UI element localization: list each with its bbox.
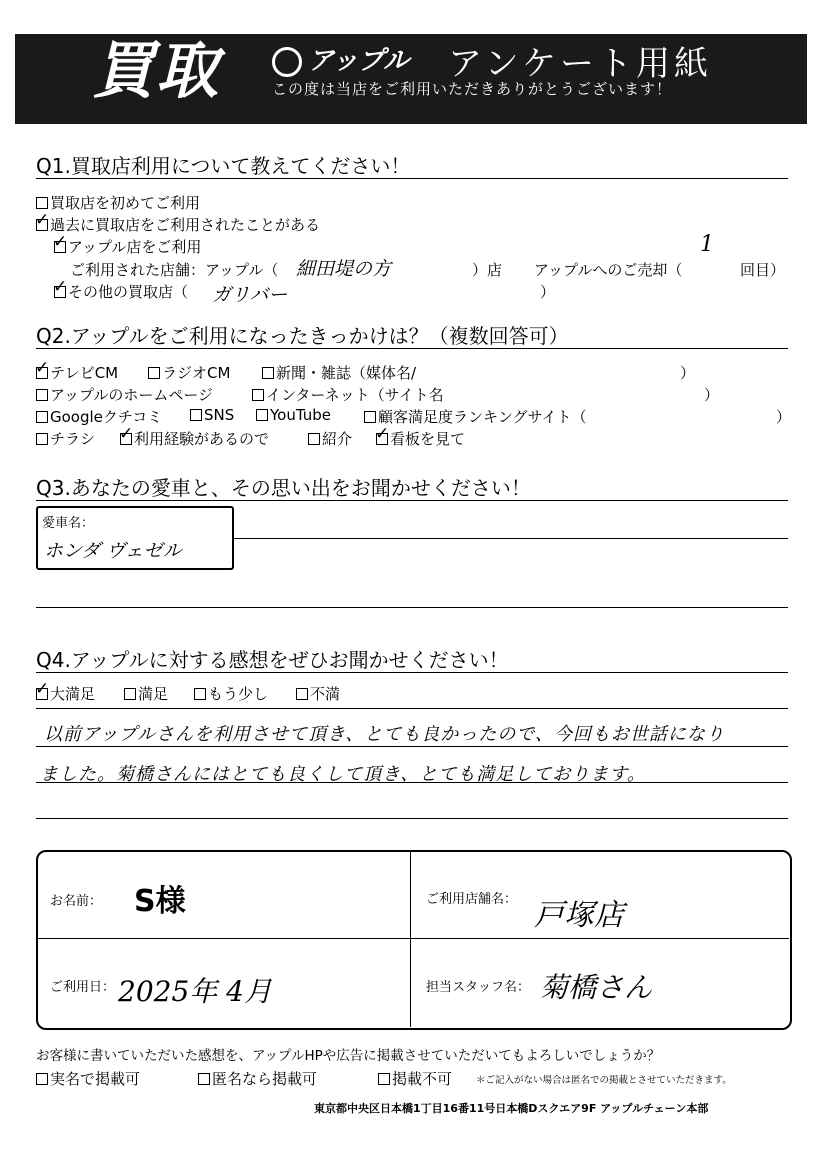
q1-other-suffix: ）	[540, 283, 556, 301]
q2-opt-experience[interactable]: ✓ 利用経験があるので	[120, 428, 269, 449]
q2-opt-youtube[interactable]: YouTube	[256, 406, 331, 424]
q3-rule	[36, 500, 788, 501]
date-label: ご利用日：	[50, 980, 116, 995]
q2-opt-flyer[interactable]: チラシ	[36, 428, 95, 449]
name-value[interactable]: S様	[134, 884, 186, 919]
q4-comment-line-1[interactable]: 以前アップルさんを利用させて頂き、とても良かったので、今回もお世話になり	[44, 724, 725, 745]
q3-heading: Q3.あなたの愛車と、その思い出をお聞かせください！	[36, 476, 531, 500]
staff-value[interactable]: 菊橋さん	[540, 971, 653, 1004]
q2-row3-close: ）	[776, 408, 792, 426]
q4-opt-very-satisfied[interactable]: ✓大満足	[36, 683, 95, 704]
staff-label: 担当スタッフ名：	[426, 980, 531, 995]
q4-heading: Q4.アップルに対する感想をぜひお聞かせください！	[36, 648, 509, 672]
q2-heading: Q2.アップルをご利用になったきっかけは？（複数回答可）	[36, 324, 569, 348]
header-title: アンケート用紙	[448, 44, 712, 84]
name-label: お名前：	[50, 894, 103, 909]
checkbox-icon[interactable]	[378, 1073, 390, 1085]
q1-option-apple[interactable]: ✓アップル店をご利用	[54, 236, 201, 257]
checkbox-checked-icon[interactable]	[120, 433, 132, 445]
q2-opt-ranking[interactable]: 顧客満足度ランキングサイト（	[364, 406, 587, 427]
checkbox-icon[interactable]	[256, 409, 268, 421]
checkbox-icon[interactable]	[36, 433, 48, 445]
q2-opt-internet[interactable]: インターネット（サイト名	[252, 384, 444, 405]
checkbox-icon[interactable]	[198, 1073, 210, 1085]
publish-opt-no[interactable]: 掲載不可	[378, 1068, 452, 1089]
q4-opt-satisfied[interactable]: 満足	[124, 683, 168, 704]
q4-write-line[interactable]	[36, 708, 788, 709]
car-name-value[interactable]: ホンダ ヴェゼル	[44, 540, 182, 562]
checkbox-icon[interactable]	[36, 389, 48, 401]
q1-heading: Q1.買取店利用について教えてください！	[36, 154, 411, 178]
checkbox-icon[interactable]	[148, 367, 160, 379]
checkbox-icon[interactable]	[262, 367, 274, 379]
checkbox-icon[interactable]	[36, 411, 48, 423]
brand-logo	[272, 40, 409, 77]
card-divider	[37, 938, 789, 939]
q1-store-row: ご利用された店舗：アップル（	[70, 261, 279, 279]
store-name-label: ご利用店舗名：	[426, 892, 518, 907]
q4-opt-somewhat[interactable]: もう少し	[194, 683, 268, 704]
checkbox-icon[interactable]	[296, 688, 308, 700]
q4-write-line[interactable]	[36, 818, 788, 819]
checkbox-checked-icon[interactable]	[36, 219, 48, 231]
q1-store-value[interactable]: 細田堤の方	[296, 258, 392, 280]
checkbox-checked-icon[interactable]	[376, 433, 388, 445]
q2-opt-newspaper[interactable]: 新聞・雑誌（媒体名/	[262, 362, 416, 383]
q1-rule	[36, 178, 788, 179]
q4-write-line[interactable]	[36, 746, 788, 747]
q4-comment-line-2[interactable]: ました。菊橋さんにはとても良くして頂き、とても満足しております。	[40, 764, 646, 785]
q4-write-line[interactable]	[36, 782, 788, 783]
checkbox-icon[interactable]	[190, 409, 202, 421]
q1-option-other[interactable]: ✓その他の買取店（	[54, 281, 188, 302]
q2-row1-close: ）	[680, 364, 696, 382]
car-name-label: 愛車名：	[42, 516, 95, 531]
date-value[interactable]: 2025年 4月	[118, 975, 272, 1008]
checkbox-icon[interactable]	[194, 688, 206, 700]
card-divider	[410, 851, 411, 1027]
q3-write-line[interactable]	[36, 607, 788, 608]
checkbox-icon[interactable]	[36, 197, 48, 209]
checkbox-checked-icon[interactable]	[36, 688, 48, 700]
q4-rule	[36, 672, 788, 673]
publish-note: ＊ご記入がない場合は匿名での掲載とさせていただきます。	[476, 1075, 732, 1086]
q4-opt-unsatisfied[interactable]: 不満	[296, 683, 340, 704]
q2-rule	[36, 348, 788, 349]
q2-opt-signboard[interactable]: ✓ 看板を見て	[376, 428, 465, 449]
publish-opt-anonymous[interactable]: 匿名なら掲載可	[198, 1068, 317, 1089]
publish-opt-realname[interactable]: 実名で掲載可	[36, 1068, 140, 1089]
checkbox-icon[interactable]	[252, 389, 264, 401]
q2-opt-sns[interactable]: SNS	[190, 406, 234, 424]
header-subtitle: この度は当店をご利用いただきありがとうございます！	[272, 80, 673, 98]
company-address: 東京都中央区日本橋1丁目16番11号日本橋Dスクエア9F アップルチェーン本部	[314, 1102, 709, 1115]
publish-question: お客様に書いていただいた感想を、アップルHPや広告に掲載させていただいてもよろしいでしょうか？	[36, 1048, 661, 1064]
checkbox-icon[interactable]	[364, 411, 376, 423]
logo-circle-icon	[272, 47, 302, 77]
checkbox-checked-icon[interactable]	[36, 367, 48, 379]
q2-row2-close: ）	[704, 386, 720, 404]
checkbox-checked-icon[interactable]	[54, 241, 66, 253]
checkbox-icon[interactable]	[124, 688, 136, 700]
q1-store-suffix: ）店	[472, 261, 503, 279]
q2-opt-referral[interactable]: 紹介	[308, 428, 352, 449]
q1-option-past[interactable]: ✓過去に買取店をご利用されたことがある	[36, 214, 320, 235]
header-big-title: 買取	[92, 34, 221, 107]
q2-opt-radiocm[interactable]: ラジオCM	[148, 362, 230, 383]
q1-option-first[interactable]: 買取店を初めてご利用	[36, 192, 200, 213]
q2-opt-homepage[interactable]: アップルのホームページ	[36, 384, 213, 405]
checkbox-checked-icon[interactable]	[54, 286, 66, 298]
q1-count-value[interactable]: 1	[700, 232, 714, 257]
q1-count-label: アップルへのご売却（	[534, 261, 683, 279]
brand-name: アップル	[308, 46, 410, 76]
checkbox-icon[interactable]	[36, 1073, 48, 1085]
checkbox-icon[interactable]	[308, 433, 320, 445]
q2-opt-tvcm[interactable]: ✓テレビCM	[36, 362, 118, 383]
q3-write-line[interactable]	[232, 538, 788, 539]
q2-opt-google[interactable]: Googleクチコミ	[36, 406, 162, 427]
q1-other-value[interactable]: ガリバー	[212, 284, 288, 306]
q1-count-suffix: 回目）	[740, 261, 786, 279]
store-name-value[interactable]: 戸塚店	[534, 898, 624, 933]
